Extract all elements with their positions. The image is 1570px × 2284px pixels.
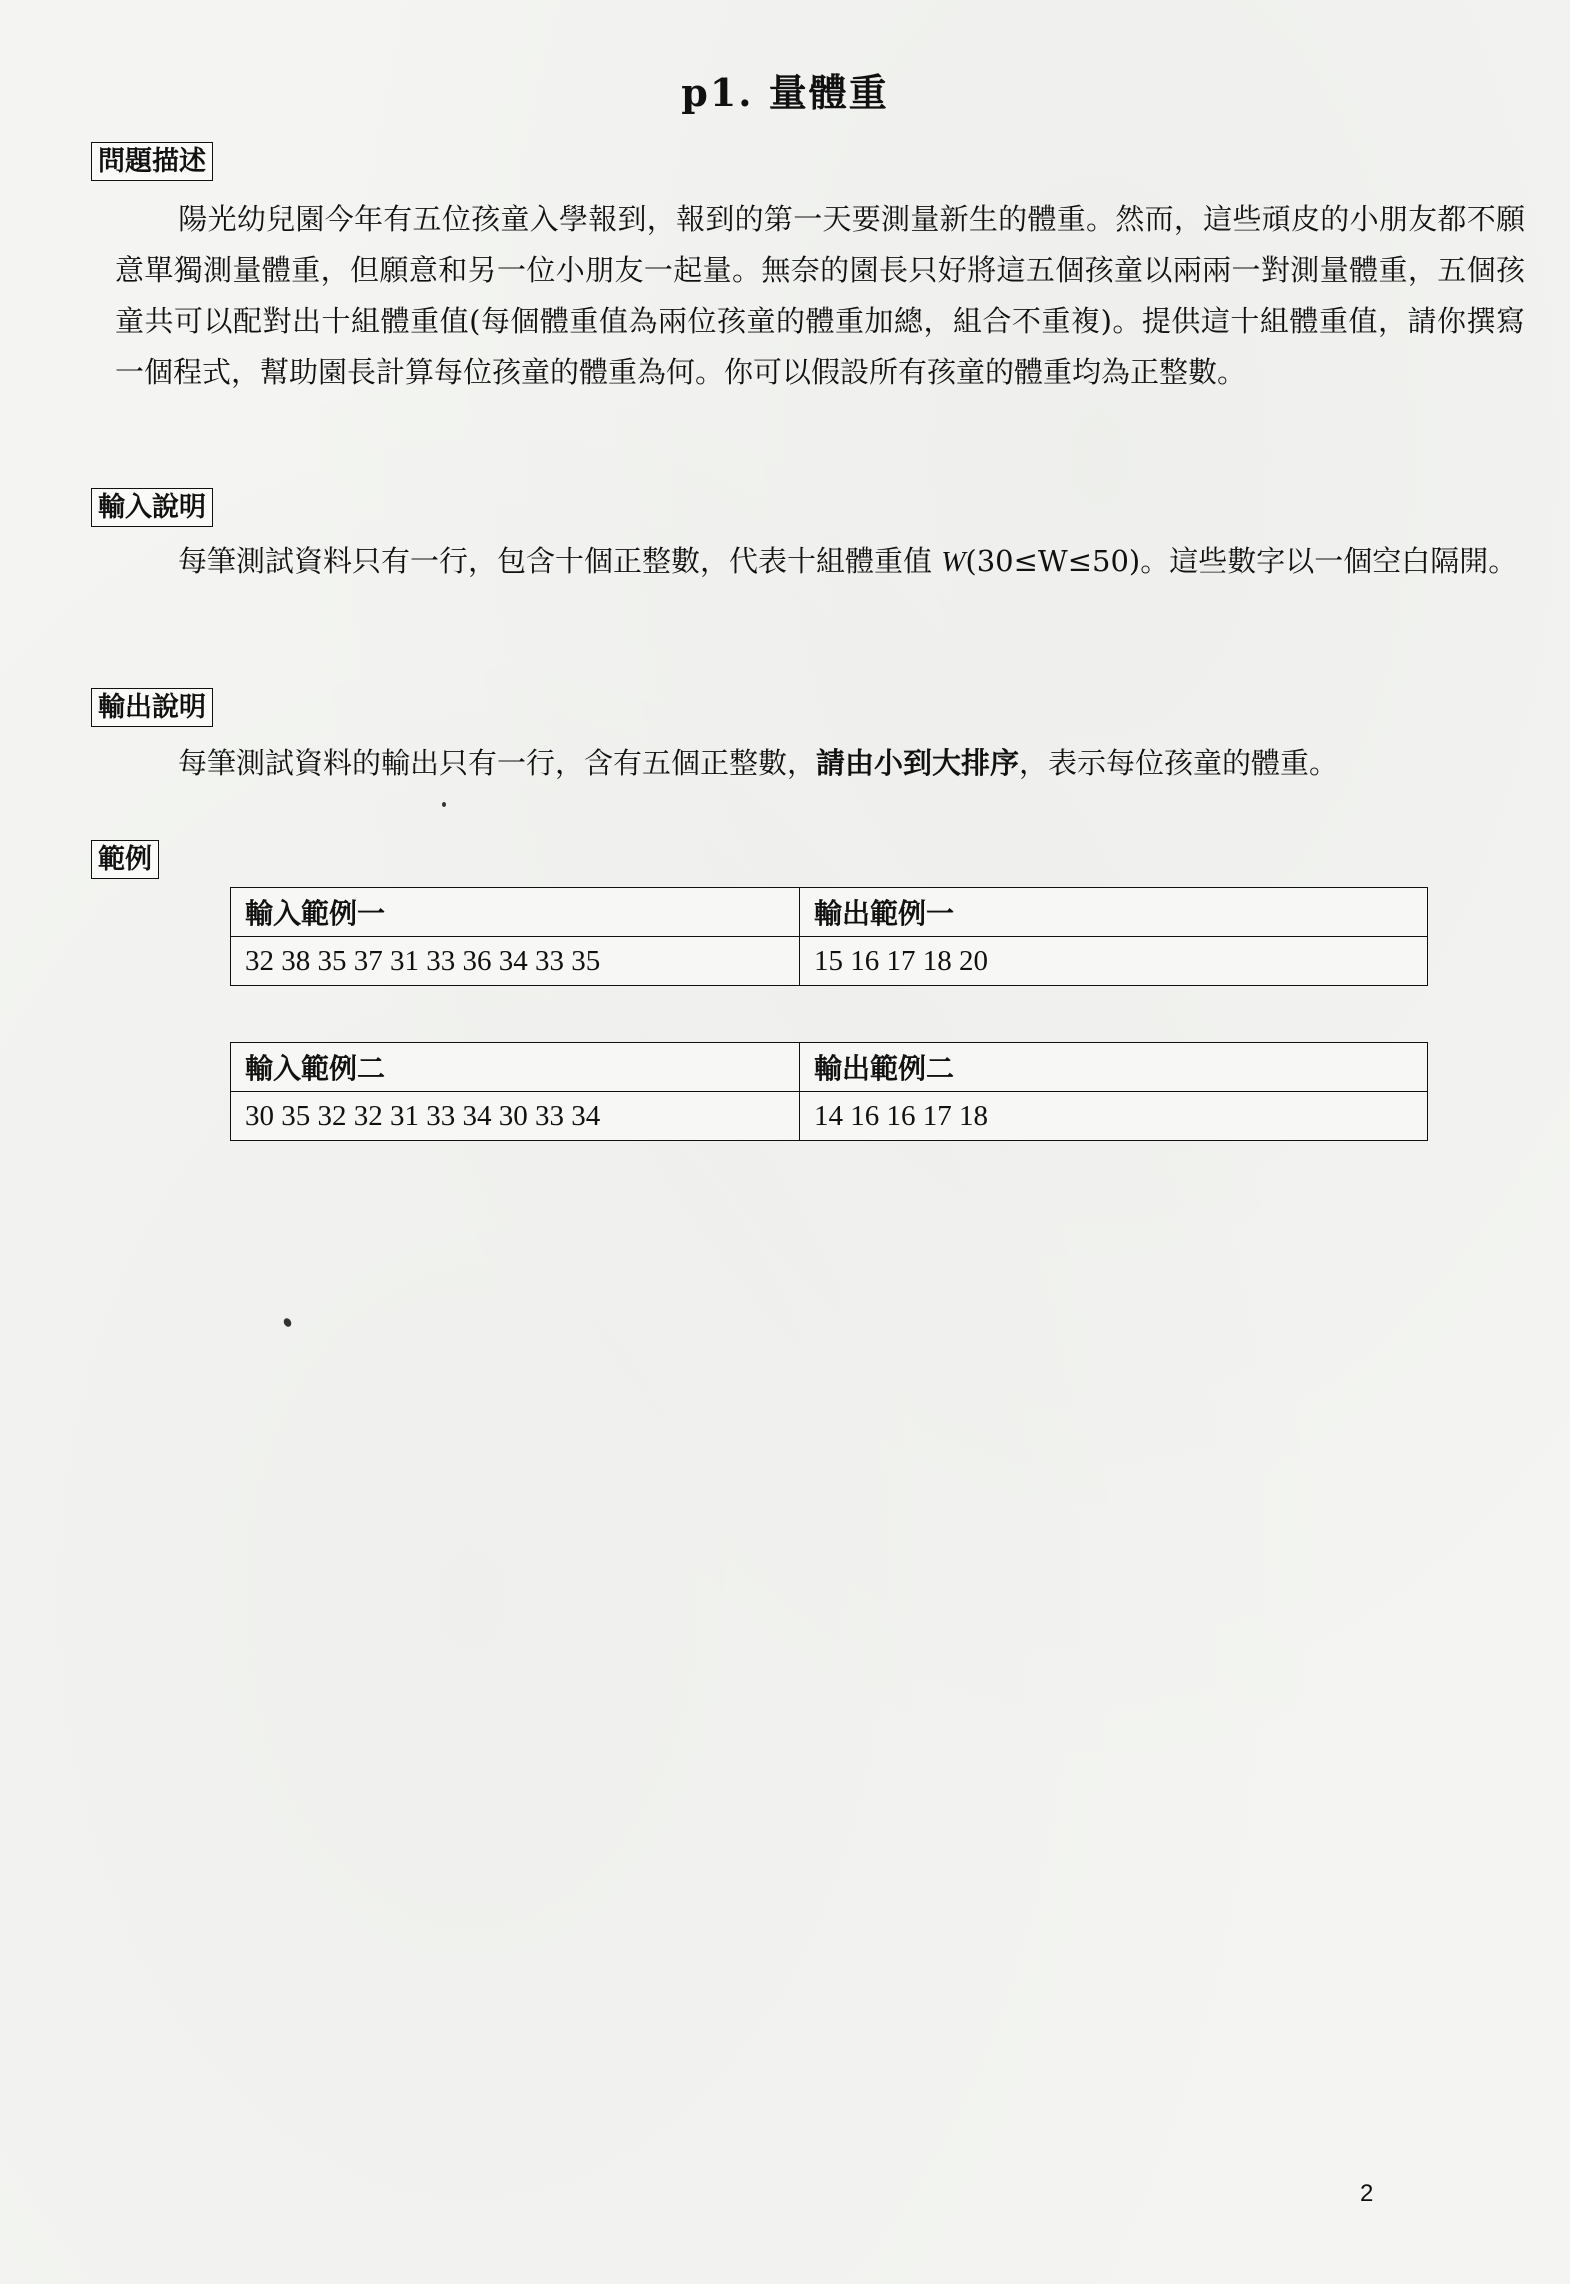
input-text-after: 。這些數字以一個空白隔開。 <box>1140 544 1518 578</box>
table-row <box>231 937 1428 986</box>
input-text-before: 每筆測試資料只有一行，包含十個正整數，代表十組體重值 <box>178 544 933 578</box>
input-paragraph <box>115 536 1525 588</box>
examples-section-label: 範例 <box>91 840 159 879</box>
example-2-output-value: 14 16 16 17 18 <box>800 1092 1428 1141</box>
example-2-input-value: 30 35 32 32 31 33 34 30 33 34 <box>231 1092 800 1141</box>
problem-text: 陽光幼兒園今年有五位孩童入學報到，報到的第一天要測量新生的體重。然而，這些頑皮的小朋友都不願意單獨測量體重，但願意和另一位小朋友一起量。無奈的園長只好將這五個孩童以兩兩一對測量體重，五個孩童共可以配對出十組體重值(每個體重值為兩位孩童的體重加總，組合不重複)。提供這十組體重值，請你撰寫一個程式，幫助園長計算每位孩童的體重為何。你可以假設所有孩童的體重均為正整數。 <box>115 202 1525 389</box>
table-row <box>231 1092 1428 1141</box>
input-variable: W <box>941 546 966 578</box>
example-2-input-header: 輸入範例二 <box>231 1043 800 1092</box>
example-2-output-header: 輸出範例二 <box>800 1043 1428 1092</box>
input-section-label: 輸入說明 <box>91 488 213 527</box>
example-1-output-header: 輸出範例一 <box>800 888 1428 937</box>
output-text-after: ，表示每位孩童的體重。 <box>1019 746 1339 780</box>
scan-speck <box>282 1317 293 1328</box>
example-table-1 <box>230 887 1428 986</box>
scan-speck <box>442 802 446 807</box>
example-table-2 <box>230 1042 1428 1141</box>
output-paragraph <box>115 738 1525 789</box>
output-section-label: 輸出說明 <box>91 688 213 727</box>
input-constraint: (30≤W≤50) <box>965 544 1141 578</box>
output-text-bold: 請由小到大排序 <box>816 746 1020 780</box>
problem-paragraph <box>115 194 1525 398</box>
problem-section-label: 問題描述 <box>91 142 213 181</box>
example-1-output-value: 15 16 17 18 20 <box>800 937 1428 986</box>
output-text-before: 每筆測試資料的輸出只有一行，含有五個正整數， <box>178 746 817 780</box>
page-number: 2 <box>1360 2180 1374 2207</box>
page-title: p1. 量體重 <box>681 70 889 115</box>
table-row <box>231 888 1428 937</box>
example-1-input-header: 輸入範例一 <box>231 888 800 937</box>
example-1-input-value: 32 38 35 37 31 33 36 34 33 35 <box>231 937 800 986</box>
table-row <box>231 1043 1428 1092</box>
